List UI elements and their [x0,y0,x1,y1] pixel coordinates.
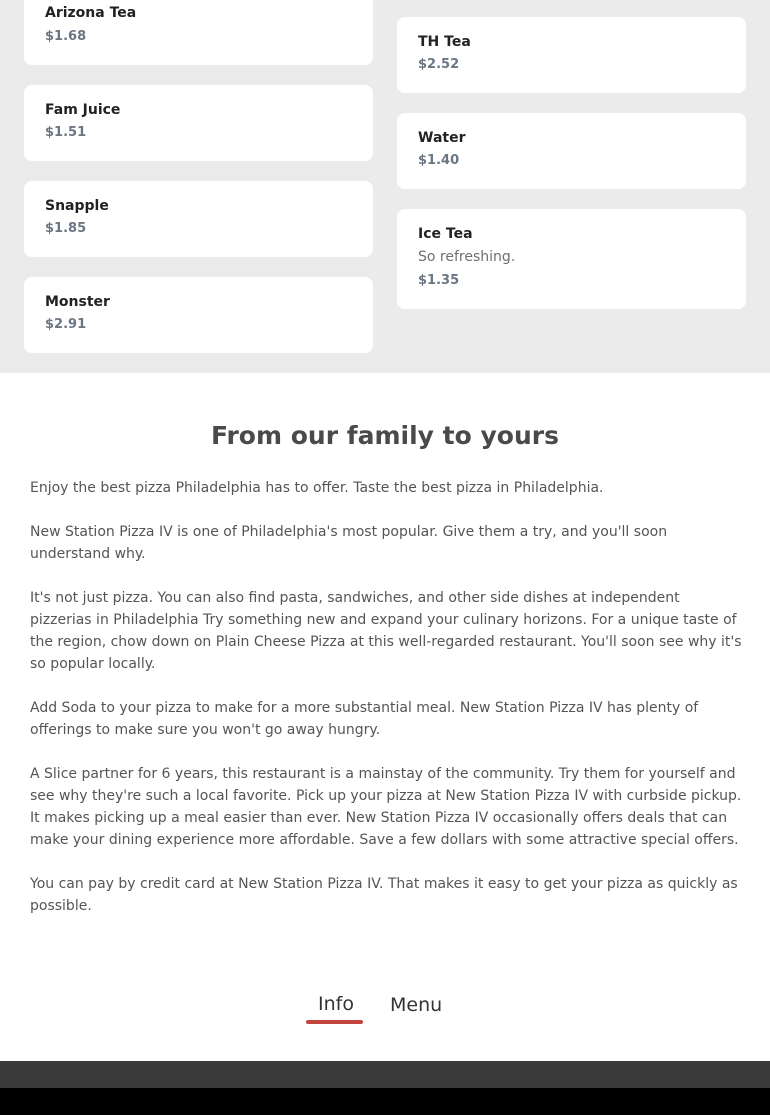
menu-item-fam-juice[interactable] [24,85,373,161]
menu-item-price: $2.91 [45,317,87,332]
menu-item-name: Water [418,130,466,146]
menu-item-th-tea[interactable] [397,17,746,93]
menu-item-description: So refreshing. [418,249,516,265]
menu-item-water[interactable] [397,113,746,189]
menu-item-price: $1.51 [45,125,87,140]
tab-menu[interactable]: Menu [390,994,443,1016]
menu-item-price: $2.52 [418,57,460,72]
page-tabs [0,985,770,1035]
about-title: From our family to yours [211,421,559,450]
menu-item-arizona-tea[interactable] [24,0,373,65]
about-paragraph: New Station Pizza IV is one of Philadelphia's most popular. Give them a try, and you'll soon understand why. [30,524,668,562]
menu-item-monster[interactable] [24,277,373,353]
menu-item-price: $1.40 [418,153,460,168]
active-tab-indicator [306,1020,363,1024]
about-paragraph: It's not just pizza. You can also find pasta, sandwiches, and other side dishes at independent pizzerias in Philadelphia Try something new and expand your culinary horizons. For a unique taste of the region, chow down on Plain Cheese Pizza at this well-regarded restaurant. You'll soon see why it's so popular locally. [30,590,742,672]
menu-section [0,0,770,373]
footer-bottom [0,1088,770,1115]
menu-item-snapple[interactable] [24,181,373,257]
about-paragraph: Enjoy the best pizza Philadelphia has to offer. Taste the best pizza in Philadelphia. [30,480,604,496]
menu-item-name: Monster [45,294,110,310]
about-paragraph: Add Soda to your pizza to make for a more substantial meal. New Station Pizza IV has plenty of offerings to make sure you won't go away hungry. [30,700,699,738]
footer-bar [0,1061,770,1088]
about-section [0,373,770,1061]
about-paragraph: You can pay by credit card at New Station Pizza IV. That makes it easy to get your pizza as quickly as possible. [30,876,738,914]
menu-item-name: Fam Juice [45,102,121,118]
menu-item-name: TH Tea [418,34,471,50]
menu-item-price: $1.85 [45,221,87,236]
menu-item-name: Snapple [45,198,109,214]
tab-info[interactable]: Info [318,993,354,1015]
menu-item-price: $1.35 [418,273,460,288]
menu-item-price: $1.68 [45,29,87,44]
menu-item-name: Arizona Tea [45,5,137,21]
about-paragraph: A Slice partner for 6 years, this restaurant is a mainstay of the community. Try them for yourself and see why they're such a local favorite. Pick up your pizza at New Station Pizza IV with curbside pickup. It makes picking up a meal easier than ever. New Station Pizza IV occasionally offers deals that can make your dining experience more affordable. Save a few dollars with some attractive special offers. [30,766,742,848]
menu-item-ice-tea[interactable] [397,209,746,309]
menu-item-name: Ice Tea [418,226,473,242]
